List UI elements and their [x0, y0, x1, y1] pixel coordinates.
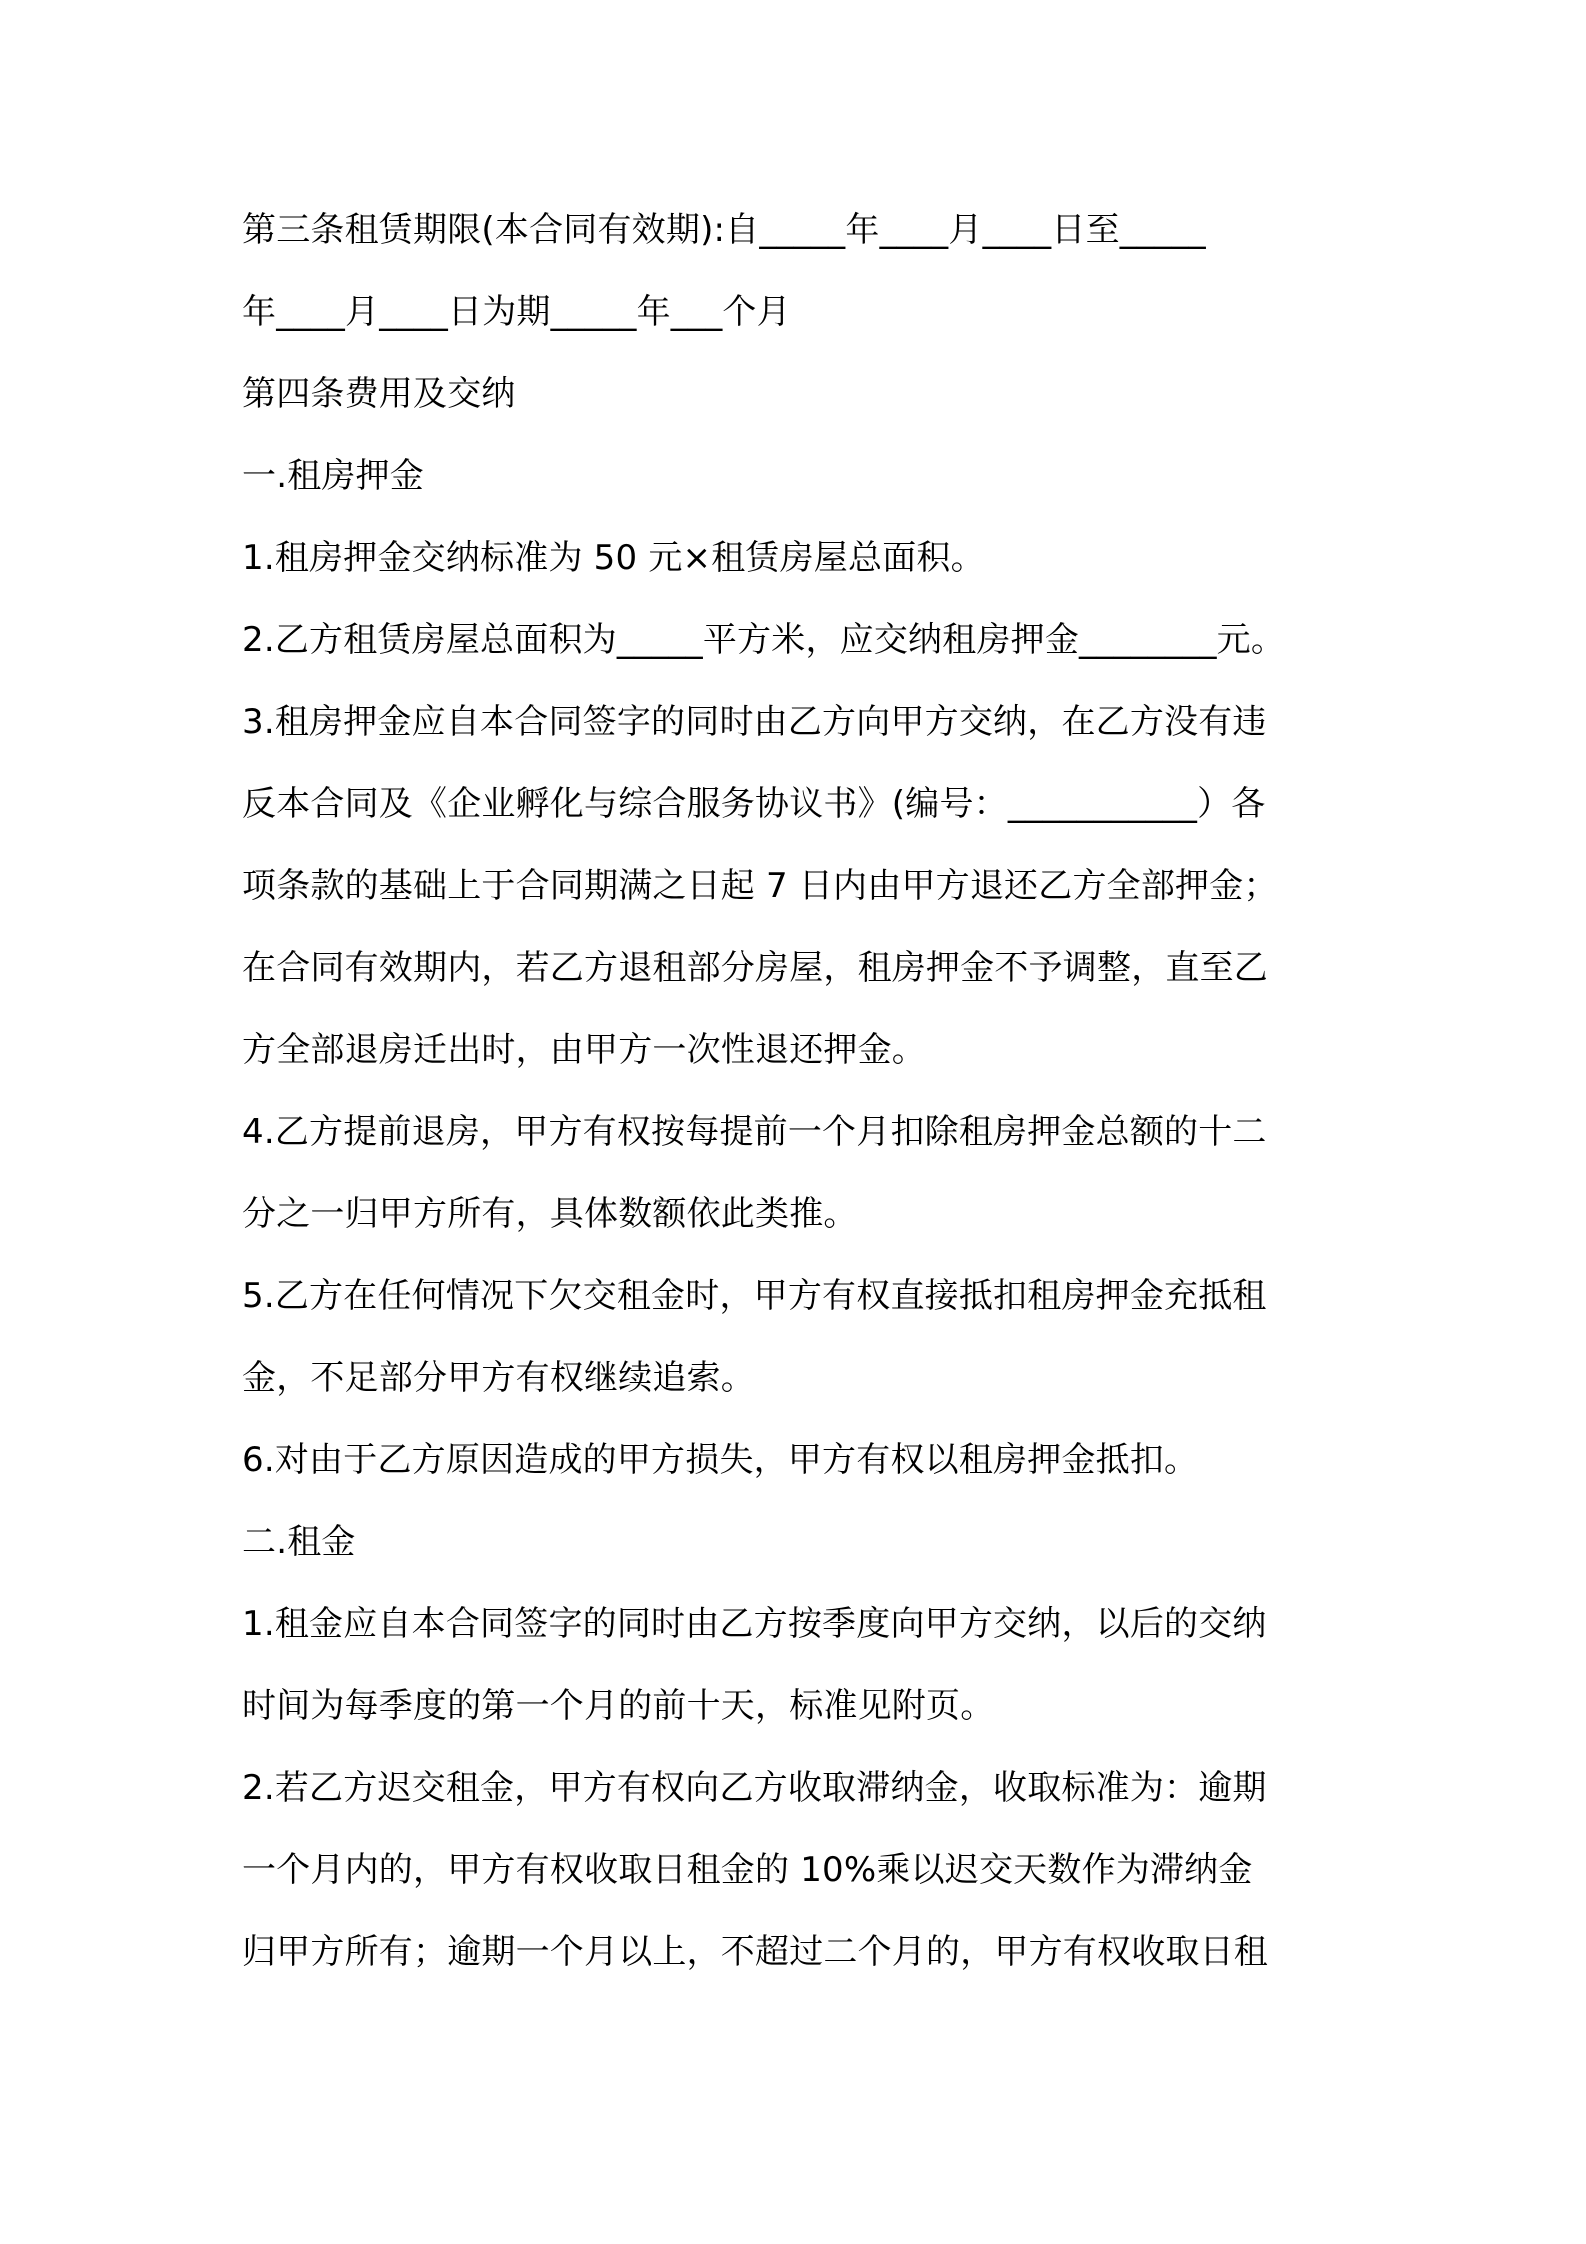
text-line: 第三条租赁期限(本合同有效期):自_____年____月____日至_____	[242, 210, 1206, 250]
text-line: 5.乙方在任何情况下欠交租金时，甲方有权直接抵扣租房押金充抵租	[242, 1276, 1267, 1316]
text-line: 在合同有效期内，若乙方退租部分房屋，租房押金不予调整，直至乙	[242, 948, 1268, 988]
text-line: 2.乙方租赁房屋总面积为_____平方米，应交纳租房押金________元。	[242, 620, 1286, 660]
text-line: 一个月内的，甲方有权收取日租金的 10%乘以迟交天数作为滞纳金	[242, 1850, 1253, 1890]
text-line: 1.租金应自本合同签字的同时由乙方按季度向甲方交纳，以后的交纳	[242, 1604, 1267, 1644]
text-line: 3.租房押金应自本合同签字的同时由乙方向甲方交纳，在乙方没有违	[242, 702, 1267, 742]
text-line: 1.租房押金交纳标准为 50 元×租赁房屋总面积。	[242, 538, 985, 578]
text-line: 金，不足部分甲方有权继续追索。	[242, 1358, 755, 1398]
text-line: 6.对由于乙方原因造成的甲方损失，甲方有权以租房押金抵扣。	[242, 1440, 1199, 1480]
text-line: 4.乙方提前退房，甲方有权按每提前一个月扣除租房押金总额的十二	[242, 1112, 1267, 1152]
text-line: 分之一归甲方所有，具体数额依此类推。	[242, 1194, 858, 1234]
subsection-heading: 一.租房押金	[242, 456, 425, 496]
text-line: 2.若乙方迟交租金，甲方有权向乙方收取滞纳金，收取标准为：逾期	[242, 1768, 1267, 1808]
text-line: 时间为每季度的第一个月的前十天，标准见附页。	[242, 1686, 995, 1726]
text-line: 反本合同及《企业孵化与综合服务协议书》(编号：___________）各	[242, 784, 1266, 824]
section-heading: 第四条费用及交纳	[242, 374, 516, 414]
text-line: 年____月____日为期_____年___个月	[242, 292, 791, 332]
text-line: 归甲方所有；逾期一个月以上，不超过二个月的，甲方有权收取日租	[242, 1932, 1268, 1972]
subsection-heading: 二.租金	[242, 1522, 356, 1562]
text-line: 项条款的基础上于合同期满之日起 7 日内由甲方退还乙方全部押金；	[242, 866, 1278, 906]
text-line: 方全部退房迁出时，由甲方一次性退还押金。	[242, 1030, 926, 1070]
